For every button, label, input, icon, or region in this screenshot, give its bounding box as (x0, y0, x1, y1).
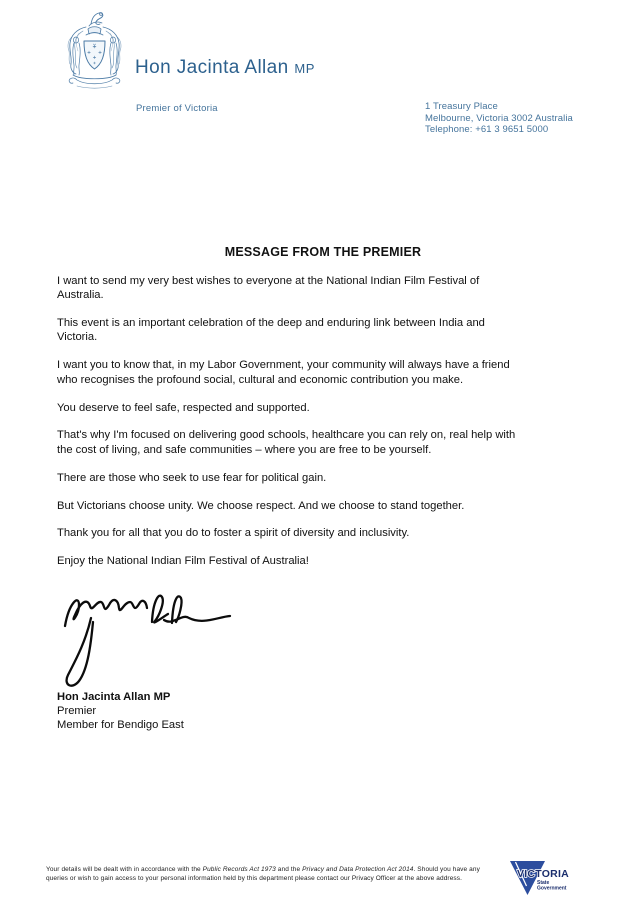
premier-name-heading (135, 57, 315, 79)
logo-wordmark: VICTORIA (517, 868, 569, 880)
disclaimer-line: queries or wish to gain access to your personal information held by this department please contact our Privacy Officer at the above address. (46, 874, 463, 882)
letter-paragraph: There are those who seek to use fear for political gain. (57, 471, 327, 484)
logo-sub1: State (537, 880, 550, 886)
letter-paragraph: You deserve to feel safe, respected and supported. (57, 401, 310, 414)
act-reference: Public Records Act 1973 (202, 866, 276, 873)
letter-paragraph: I want you to know that, in my Labor Government, your community will always have a friend who recognises the profound social, cultural and economic contribution you make. (57, 359, 510, 386)
act-reference: Privacy and Data Protection Act 2014 (302, 866, 414, 873)
address-line: 1 Treasury Place (425, 101, 498, 112)
letter-paragraph: But Victorians choose unity. We choose respect. And we choose to stand together. (57, 499, 465, 512)
address-line: Telephone: +61 3 9651 5000 (425, 124, 549, 135)
letter-paragraph: I want to send my very best wishes to everyone at the National Indian Film Festival of Australia. (57, 275, 480, 302)
premier-name-suffix: MP (294, 61, 316, 76)
logo-sub2: Government (537, 885, 567, 892)
letter-paragraph: This event is an important celebration of the deep and enduring link between India and Victoria. (57, 317, 485, 344)
signoff-role: Premier (57, 705, 97, 717)
victoria-coat-of-arms-icon (61, 7, 128, 96)
letter-body (57, 274, 589, 582)
signoff-electorate: Member for Bendigo East (57, 719, 184, 731)
address-line: Melbourne, Victoria 3002 Australia (425, 112, 573, 124)
letter-paragraph: Enjoy the National Indian Film Festival of Australia! (57, 555, 309, 568)
letter-paragraph: That's why I'm focused on delivering good schools, healthcare you can rely on, real help with the cost of living, and safe communities – where you are free to be yourself. (57, 429, 516, 456)
signoff-name: Hon Jacinta Allan MP (57, 691, 171, 703)
signoff-block (57, 690, 184, 732)
premier-name: Hon Jacinta Allan (135, 57, 289, 78)
letter-title: MESSAGE FROM THE PREMIER (224, 245, 422, 259)
letter-paragraph: Thank you for all that you do to foster a spirit of diversity and inclusivity. (57, 527, 410, 540)
victoria-state-government-logo (508, 856, 570, 904)
disclaimer-line: Your details will be dealt with in accordance with the Public Records Act 1973 and the Privacy and Data Protection Act 2014. Should you have any (46, 866, 480, 873)
premier-role: Premier of Victoria (136, 103, 218, 114)
handwritten-signature-icon (52, 589, 240, 692)
privacy-disclaimer (46, 866, 480, 884)
office-address-block (425, 101, 573, 136)
